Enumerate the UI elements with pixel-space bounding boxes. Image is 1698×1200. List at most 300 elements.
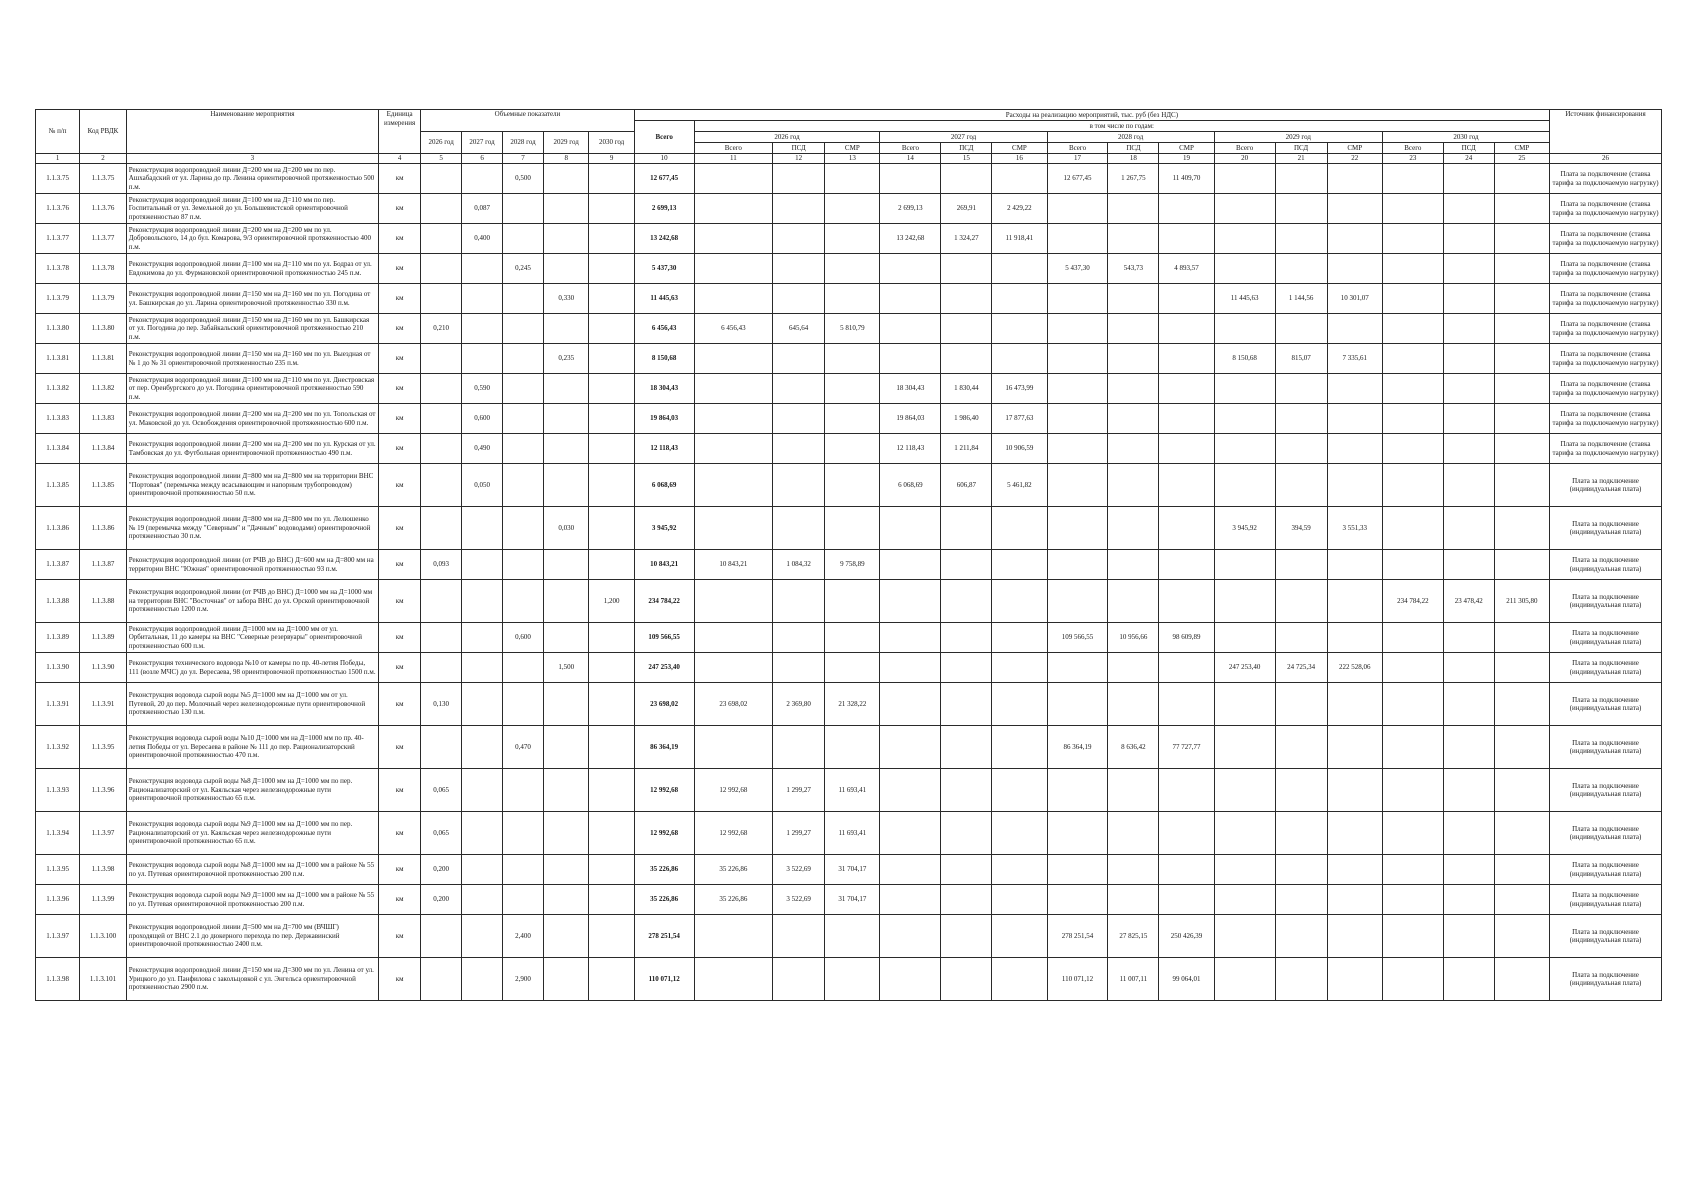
row-volume-2030: 1,200 [589,580,634,623]
row-total: 12 992,68 [634,769,694,812]
row-name: Реконструкция водопроводной линии Д=150 мм на Д=160 мм по ул. Башкирская от ул. Погодина до пер. Забайкальский ориентировочной протяженностью 210 п.м. [126,314,378,344]
row-name: Реконструкция водопроводной линии Д=200 мм на Д=200 мм по ул. Топольская от ул. Маковской до ул. Освобождения ориентировочной протяженностью 600 п.м. [126,404,378,434]
row-code: 1.1.3.87 [80,550,126,580]
row-cost-2030-psd [1443,623,1494,653]
row-cost-2027-psd [941,623,992,653]
row-volume-2029 [544,254,589,284]
column-number: 9 [589,154,634,164]
row-cost-2027-psd [941,915,992,958]
row-cost-2029-psd [1275,224,1327,254]
row-unit: км [379,653,421,683]
row-name: Реконструкция водопроводной линии Д=150 мм на Д=300 мм по ул. Ленина от ул. Урицкого до ул. Панфилова с закольцовкой с ул. Энгельса ориентировочной протяженностью 2900 п.м. [126,958,378,1001]
row-volume-2029 [544,224,589,254]
row-volume-2027 [462,623,503,653]
header-num: № п/п [36,110,80,154]
row-cost-2030-all [1382,314,1443,344]
row-cost-2030-psd: 23 478,42 [1443,580,1494,623]
row-name: Реконструкция водопроводной линии Д=200 мм на Д=200 мм по пер. Ашхабадский от ул. Ларина до пр. Ленина ориентировочной протяженностью 500 п.м. [126,164,378,194]
row-unit: км [379,254,421,284]
row-cost-2030-psd [1443,812,1494,855]
row-cost-2030-all [1382,194,1443,224]
row-total: 278 251,54 [634,915,694,958]
row-volume-2027 [462,726,503,769]
row-code: 1.1.3.79 [80,284,126,314]
row-cost-2027-psd [941,958,992,1001]
row-cost-2027-smr: 11 918,41 [992,224,1047,254]
row-volume-2026 [421,726,462,769]
row-cost-2028-smr [1159,855,1214,885]
row-cost-2026-psd [773,958,825,1001]
row-total: 10 843,21 [634,550,694,580]
column-number: 2 [80,154,126,164]
row-cost-2030-all [1382,284,1443,314]
row-cost-2026-smr [825,164,880,194]
row-cost-2027-psd [941,855,992,885]
row-cost-2027-smr: 16 473,99 [992,374,1047,404]
row-cost-2027-all [880,284,941,314]
row-volume-2029 [544,404,589,434]
row-cost-2027-all [880,507,941,550]
row-cost-2028-all [1047,507,1108,550]
row-volume-2027 [462,550,503,580]
row-source: Плата за подключение (индивидуальная плата) [1550,550,1662,580]
document-sheet [35,109,1662,1001]
row-cost-2027-psd [941,580,992,623]
row-volume-2029: 0,235 [544,344,589,374]
row-cost-2027-psd [941,653,992,683]
row-code: 1.1.3.83 [80,404,126,434]
volume-year-header: 2028 год [503,132,544,154]
row-cost-2026-smr [825,623,880,653]
row-cost-2026-psd [773,194,825,224]
row-volume-2026 [421,915,462,958]
row-volume-2027 [462,769,503,812]
row-volume-2027 [462,653,503,683]
row-total: 110 071,12 [634,958,694,1001]
table-row [36,164,1662,194]
row-cost-2026-smr [825,254,880,284]
row-cost-2029-psd: 1 144,56 [1275,284,1327,314]
row-cost-2027-all [880,769,941,812]
row-total: 12 992,68 [634,812,694,855]
header-total: Всего [634,121,694,154]
row-cost-2026-smr: 5 810,79 [825,314,880,344]
row-code: 1.1.3.77 [80,224,126,254]
row-cost-2028-smr [1159,344,1214,374]
row-cost-2026-psd [773,164,825,194]
row-cost-2026-all [694,653,773,683]
column-number: 17 [1047,154,1108,164]
row-number: 1.1.3.90 [36,653,80,683]
row-number: 1.1.3.77 [36,224,80,254]
row-cost-2030-psd [1443,224,1494,254]
row-volume-2027 [462,580,503,623]
row-cost-2028-all [1047,344,1108,374]
row-cost-2029-smr [1327,580,1382,623]
row-number: 1.1.3.78 [36,254,80,284]
row-volume-2029 [544,164,589,194]
table-row [36,434,1662,464]
row-cost-2028-smr [1159,812,1214,855]
row-cost-2030-all [1382,344,1443,374]
row-cost-2028-smr [1159,434,1214,464]
row-cost-2028-all [1047,580,1108,623]
row-cost-2028-psd: 543,73 [1108,254,1159,284]
volume-year-header: 2027 год [462,132,503,154]
row-unit: км [379,683,421,726]
row-cost-2027-all [880,885,941,915]
row-cost-2028-smr [1159,580,1214,623]
row-volume-2028: 2,900 [503,958,544,1001]
row-volume-2026 [421,194,462,224]
row-volume-2028: 2,400 [503,915,544,958]
row-cost-2030-smr [1494,507,1549,550]
row-cost-2027-smr [992,855,1047,885]
row-cost-2030-smr [1494,464,1549,507]
row-cost-2029-psd [1275,915,1327,958]
row-code: 1.1.3.86 [80,507,126,550]
row-cost-2026-smr: 9 758,89 [825,550,880,580]
table-row [36,507,1662,550]
row-volume-2028 [503,344,544,374]
row-volume-2029 [544,374,589,404]
row-volume-2030 [589,254,634,284]
row-volume-2028 [503,769,544,812]
row-total: 2 699,13 [634,194,694,224]
row-volume-2026 [421,404,462,434]
row-cost-2027-all [880,623,941,653]
row-volume-2026 [421,580,462,623]
row-cost-2026-psd [773,915,825,958]
row-cost-2028-psd [1108,344,1159,374]
row-cost-2030-psd [1443,915,1494,958]
row-number: 1.1.3.98 [36,958,80,1001]
row-cost-2026-smr: 31 704,17 [825,855,880,885]
row-total: 8 150,68 [634,344,694,374]
row-cost-2027-psd: 1 211,84 [941,434,992,464]
row-source: Плата за подключение (индивидуальная плата) [1550,958,1662,1001]
cost-sub-header: СМР [992,143,1047,154]
row-name: Реконструкция водовода сырой воды №8 Д=1000 мм на Д=1000 мм по пер. Рационализаторский от ул. Каяльская через железнодорожные пути ориентировочной протяженностью 65 п.м. [126,769,378,812]
row-cost-2029-all [1214,769,1275,812]
row-unit: км [379,224,421,254]
row-volume-2028 [503,507,544,550]
row-volume-2026 [421,507,462,550]
row-code: 1.1.3.85 [80,464,126,507]
row-volume-2029 [544,769,589,812]
row-name: Реконструкция водопроводной линии Д=1000 мм на Д=1000 мм от ул. Орбитальная, 11 до камеры на ВНС "Северные резервуары" ориентировочной протяженностью 600 п.м. [126,623,378,653]
row-volume-2030 [589,284,634,314]
row-cost-2030-all [1382,164,1443,194]
row-code: 1.1.3.80 [80,314,126,344]
row-cost-2027-psd: 1 986,40 [941,404,992,434]
row-volume-2030 [589,194,634,224]
row-source: Плата за подключение (индивидуальная плата) [1550,507,1662,550]
row-number: 1.1.3.84 [36,434,80,464]
row-cost-2030-all [1382,653,1443,683]
row-volume-2027 [462,683,503,726]
row-cost-2029-smr: 222 528,06 [1327,653,1382,683]
row-cost-2029-all [1214,915,1275,958]
row-volume-2026 [421,434,462,464]
column-number: 12 [773,154,825,164]
row-name: Реконструкция водопроводной линии Д=150 мм на Д=160 мм по ул. Выездная от № 1 до № 31 ориентировочной протяженностью 235 п.м. [126,344,378,374]
table-row [36,769,1662,812]
row-volume-2030 [589,507,634,550]
row-cost-2026-all [694,254,773,284]
table-row [36,915,1662,958]
row-cost-2028-all [1047,464,1108,507]
row-cost-2028-psd [1108,374,1159,404]
row-volume-2027 [462,915,503,958]
row-number: 1.1.3.88 [36,580,80,623]
row-code: 1.1.3.84 [80,434,126,464]
row-volume-2027: 0,590 [462,374,503,404]
row-cost-2027-smr: 5 461,82 [992,464,1047,507]
row-cost-2028-smr [1159,507,1214,550]
row-cost-2027-smr [992,254,1047,284]
row-cost-2026-psd [773,653,825,683]
row-cost-2029-all [1214,855,1275,885]
row-cost-2026-psd: 645,64 [773,314,825,344]
row-volume-2027 [462,164,503,194]
row-name: Реконструкция водопроводной линии Д=200 мм на Д=200 мм по ул. Добровольского, 14 до бул. Комарова, 9/3 ориентировочной протяженностью 400 п.м. [126,224,378,254]
row-source: Плата за подключение (ставка тарифа за подключаемую нагрузку) [1550,224,1662,254]
row-number: 1.1.3.82 [36,374,80,404]
row-volume-2028 [503,464,544,507]
row-total: 247 253,40 [634,653,694,683]
row-cost-2029-all [1214,434,1275,464]
row-cost-2026-smr [825,284,880,314]
row-cost-2027-smr [992,284,1047,314]
row-cost-2029-psd [1275,726,1327,769]
row-cost-2029-smr [1327,885,1382,915]
row-cost-2026-all [694,164,773,194]
row-cost-2028-psd [1108,464,1159,507]
row-code: 1.1.3.90 [80,653,126,683]
row-cost-2029-psd [1275,464,1327,507]
row-source: Плата за подключение (индивидуальная плата) [1550,915,1662,958]
row-number: 1.1.3.85 [36,464,80,507]
row-cost-2030-smr [1494,915,1549,958]
row-cost-2027-all [880,653,941,683]
row-cost-2030-psd [1443,683,1494,726]
row-volume-2030 [589,404,634,434]
table-row [36,683,1662,726]
row-cost-2026-psd [773,284,825,314]
table-row [36,653,1662,683]
row-cost-2029-smr: 7 335,61 [1327,344,1382,374]
row-cost-2027-psd: 606,87 [941,464,992,507]
row-source: Плата за подключение (индивидуальная плата) [1550,812,1662,855]
row-cost-2026-psd: 3 522,69 [773,885,825,915]
row-cost-2027-psd [941,254,992,284]
row-cost-2029-all [1214,314,1275,344]
row-cost-2030-smr [1494,284,1549,314]
row-code: 1.1.3.82 [80,374,126,404]
column-number: 6 [462,154,503,164]
row-unit: км [379,284,421,314]
row-cost-2026-all [694,404,773,434]
row-cost-2026-psd [773,374,825,404]
column-number: 11 [694,154,773,164]
row-cost-2026-smr [825,507,880,550]
row-code: 1.1.3.99 [80,885,126,915]
row-cost-2027-psd [941,550,992,580]
row-volume-2027 [462,314,503,344]
row-cost-2029-all: 3 945,92 [1214,507,1275,550]
cost-sub-header: ПСД [1275,143,1327,154]
row-source: Плата за подключение (ставка тарифа за подключаемую нагрузку) [1550,434,1662,464]
row-cost-2026-psd: 1 299,27 [773,769,825,812]
row-unit: км [379,507,421,550]
row-volume-2029 [544,726,589,769]
row-volume-2030 [589,653,634,683]
row-total: 12 677,45 [634,164,694,194]
row-volume-2030 [589,683,634,726]
column-number: 1 [36,154,80,164]
row-cost-2027-all [880,314,941,344]
cost-sub-header: Всего [1214,143,1275,154]
row-cost-2028-smr [1159,464,1214,507]
row-volume-2029: 0,030 [544,507,589,550]
row-cost-2026-smr [825,580,880,623]
row-cost-2028-smr [1159,769,1214,812]
row-cost-2027-psd [941,726,992,769]
row-cost-2030-all [1382,769,1443,812]
row-cost-2026-psd [773,404,825,434]
row-cost-2030-smr [1494,958,1549,1001]
row-cost-2027-all: 2 699,13 [880,194,941,224]
table-row [36,284,1662,314]
row-cost-2029-psd: 394,59 [1275,507,1327,550]
row-name: Реконструкция водовода сырой воды №5 Д=1000 мм на Д=1000 мм от ул. Путевой, 20 до пер. Молочный через железнодорожные пути ориентировочной протяженностью 130 п.м. [126,683,378,726]
row-volume-2028 [503,653,544,683]
row-volume-2030 [589,812,634,855]
row-volume-2029 [544,958,589,1001]
row-cost-2027-smr [992,683,1047,726]
row-volume-2029 [544,855,589,885]
row-volume-2030 [589,915,634,958]
row-total: 109 566,55 [634,623,694,653]
row-cost-2026-all [694,726,773,769]
row-cost-2030-all [1382,958,1443,1001]
row-cost-2030-smr [1494,404,1549,434]
column-number: 5 [421,154,462,164]
row-cost-2028-all [1047,224,1108,254]
row-cost-2026-psd [773,726,825,769]
column-number: 18 [1108,154,1159,164]
cost-sub-header: СМР [825,143,880,154]
cost-sub-header: Всего [1382,143,1443,154]
row-cost-2028-psd [1108,550,1159,580]
row-volume-2029 [544,194,589,224]
table-row [36,464,1662,507]
row-cost-2030-psd [1443,507,1494,550]
row-cost-2028-all: 86 364,19 [1047,726,1108,769]
row-cost-2028-psd [1108,404,1159,434]
row-cost-2028-psd [1108,284,1159,314]
row-cost-2026-all: 12 992,68 [694,812,773,855]
row-volume-2028 [503,855,544,885]
row-volume-2026 [421,344,462,374]
row-cost-2027-all: 6 068,69 [880,464,941,507]
row-cost-2028-all [1047,812,1108,855]
row-volume-2027 [462,885,503,915]
row-cost-2028-smr: 11 409,70 [1159,164,1214,194]
row-cost-2029-smr [1327,404,1382,434]
row-number: 1.1.3.79 [36,284,80,314]
row-volume-2026 [421,623,462,653]
row-cost-2026-psd: 2 369,80 [773,683,825,726]
row-cost-2030-smr [1494,254,1549,284]
row-source: Плата за подключение (индивидуальная плата) [1550,653,1662,683]
row-cost-2029-smr [1327,915,1382,958]
table-row [36,623,1662,653]
row-cost-2029-psd [1275,812,1327,855]
row-cost-2030-psd [1443,254,1494,284]
row-volume-2029 [544,915,589,958]
row-volume-2027 [462,344,503,374]
row-source: Плата за подключение (ставка тарифа за подключаемую нагрузку) [1550,164,1662,194]
row-cost-2027-all [880,855,941,885]
row-name: Реконструкция водопроводной линии Д=100 мм на Д=110 мм по пер. Госпитальный от ул. Земельной до ул. Большевистской ориентировочной протяженностью 87 п.м. [126,194,378,224]
row-cost-2028-smr: 98 609,89 [1159,623,1214,653]
row-cost-2026-psd: 1 299,27 [773,812,825,855]
row-cost-2029-smr [1327,254,1382,284]
row-cost-2029-all [1214,550,1275,580]
row-volume-2030 [589,464,634,507]
header-unit: Единица измерения [379,110,421,154]
row-cost-2028-smr [1159,374,1214,404]
row-cost-2030-psd [1443,653,1494,683]
row-volume-2030 [589,314,634,344]
row-unit: км [379,194,421,224]
table-row [36,344,1662,374]
row-name: Реконструкция водовода сырой воды №9 Д=1000 мм на Д=1000 мм по пер. Рационализаторский от ул. Каяльская через железнодорожные пути ориентировочной протяженностью 65 п.м. [126,812,378,855]
row-unit: км [379,434,421,464]
row-cost-2029-psd [1275,550,1327,580]
cost-sub-header: Всего [694,143,773,154]
row-cost-2030-all [1382,623,1443,653]
row-cost-2027-all [880,683,941,726]
row-cost-2028-smr [1159,314,1214,344]
row-cost-2029-all [1214,224,1275,254]
row-cost-2028-smr: 99 064,01 [1159,958,1214,1001]
row-cost-2028-psd [1108,224,1159,254]
row-source: Плата за подключение (ставка тарифа за подключаемую нагрузку) [1550,314,1662,344]
row-cost-2030-psd [1443,855,1494,885]
row-cost-2028-psd [1108,314,1159,344]
row-cost-2029-smr [1327,683,1382,726]
row-cost-2029-smr [1327,726,1382,769]
row-cost-2028-smr: 77 727,77 [1159,726,1214,769]
row-cost-2026-all [694,284,773,314]
row-number: 1.1.3.76 [36,194,80,224]
row-volume-2029 [544,623,589,653]
row-cost-2028-all: 5 437,30 [1047,254,1108,284]
row-cost-2028-all: 110 071,12 [1047,958,1108,1001]
row-cost-2029-psd [1275,164,1327,194]
row-total: 86 364,19 [634,726,694,769]
row-volume-2027: 0,600 [462,404,503,434]
row-cost-2029-psd [1275,314,1327,344]
row-cost-2030-psd [1443,464,1494,507]
row-volume-2027 [462,958,503,1001]
row-volume-2027 [462,507,503,550]
row-volume-2026: 0,065 [421,812,462,855]
row-cost-2029-all [1214,254,1275,284]
